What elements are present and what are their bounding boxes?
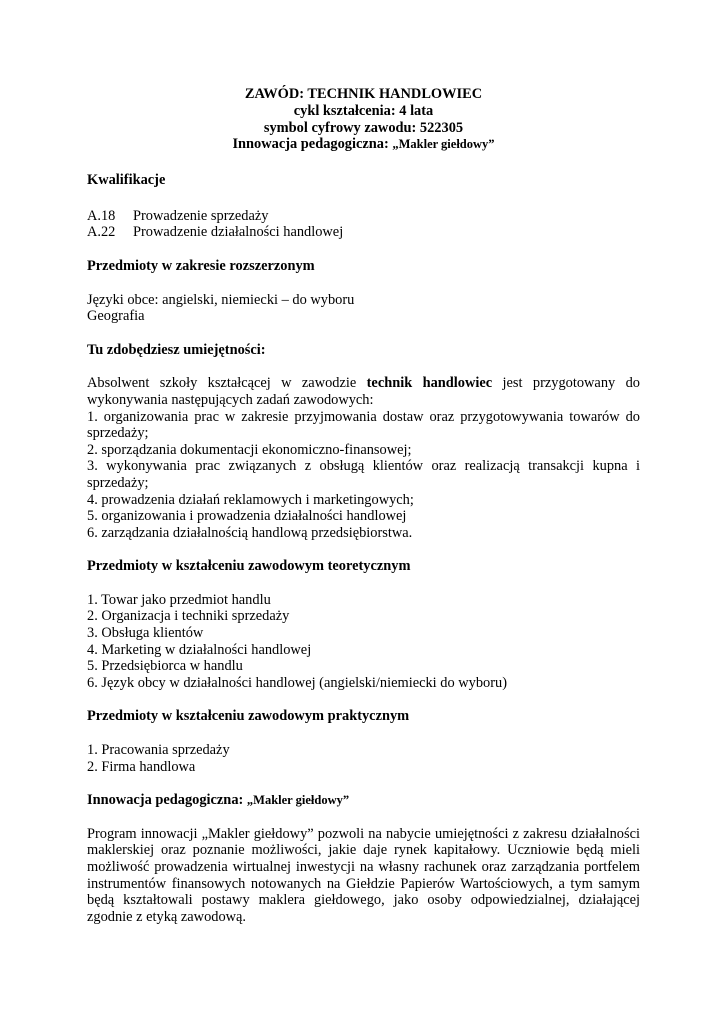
document-page [87, 86, 640, 925]
profession-name-bold: technik handlowiec [366, 375, 493, 392]
skills-heading: Tu zdobędziesz umiejętności: [87, 341, 266, 358]
theoretical-subject-item: 5. Przedsiębiorca w handlu [87, 658, 243, 675]
qualification-code: A.22 [87, 224, 116, 241]
theoretical-subject-item: 3. Obsługa klientów [87, 625, 204, 642]
extended-subjects-list [87, 292, 640, 325]
document-header [87, 86, 640, 153]
qualifications-heading: Kwalifikacje [87, 172, 166, 189]
skill-item: 1. organizowania prac w zakresie przyjmowania dostaw oraz przygotowywania towarów do sprzedaży; [87, 408, 640, 442]
qualification-item [87, 208, 640, 225]
profession-code: symbol cyfrowy zawodu: 522305 [263, 119, 464, 136]
qualifications-list [87, 208, 640, 241]
skill-item: 5. organizowania i prowadzenia działalności handlowej [87, 508, 407, 525]
practical-subjects-list [87, 742, 640, 775]
qualification-code: A.18 [87, 207, 116, 224]
theoretical-subject-item: 2. Organizacja i techniki sprzedaży [87, 608, 290, 625]
skill-item: 4. prowadzenia działań reklamowych i marketingowych; [87, 491, 414, 508]
theoretical-subjects-heading: Przedmioty w kształceniu zawodowym teoretycznym [87, 558, 411, 575]
skill-item: 3. wykonywania prac związanych z obsługą klientów oraz realizacją transakcji kupna i sprzedaży; [87, 458, 640, 491]
qualification-name: Prowadzenie działalności handlowej [133, 224, 344, 241]
theoretical-subjects-list [87, 592, 640, 692]
education-cycle: cykl kształcenia: 4 lata [293, 102, 434, 119]
extended-subjects-heading: Przedmioty w zakresie rozszerzonym [87, 257, 315, 274]
qualification-item [87, 224, 640, 241]
extended-subject-item: Języki obce: angielski, niemiecki – do wyboru [87, 291, 355, 308]
skills-intro [87, 375, 640, 408]
innovation-heading-name: „Makler giełdowy” [246, 793, 350, 808]
skill-item: 2. sporządzania dokumentacji ekonomiczno-finansowej; [87, 441, 412, 458]
innovation-title-name: „Makler giełdowy” [392, 137, 495, 152]
profession-title: ZAWÓD: TECHNIK HANDLOWIEC [244, 86, 483, 102]
skills-intro-rest: jest przygotowany do wykonywania następujących zadań zawodowych: [87, 375, 640, 408]
theoretical-subject-item: 4. Marketing w działalności handlowej [87, 641, 312, 658]
innovation-description: Program innowacji „Makler giełdowy” pozwoli na nabycie umiejętności z zakresu działalności maklerskiej oraz poznanie możliwości, jakie daje rynek kapitałowy. Uczniowie będą mieli możliwość prowadzenia wirtualnej inwestycji na własny rachunek oraz zarządzania portfelem instrumentów finansowych notowanych na Giełdzie Papierów Wartościowych, a tym samym będą kształtowali postawy maklera giełdowego, jako osoby odpowiedzialnej, działającej zgodnie z etyką zawodową. [87, 825, 640, 925]
innovation-heading [87, 792, 640, 809]
practical-subjects-heading: Przedmioty w kształceniu zawodowym praktycznym [87, 708, 410, 725]
innovation-title [87, 136, 640, 153]
qualification-name: Prowadzenie sprzedaży [133, 207, 269, 224]
innovation-heading-prefix: Innowacja pedagogiczna: [87, 792, 247, 809]
skills-intro-text: Absolwent szkoły kształcącej w zawodzie [87, 375, 357, 392]
skills-section [87, 375, 640, 541]
theoretical-subject-item: 1. Towar jako przedmiot handlu [87, 591, 271, 608]
practical-subject-item: 2. Firma handlowa [87, 758, 196, 775]
extended-subject-item: Geografia [87, 308, 145, 325]
practical-subject-item: 1. Pracowania sprzedaży [87, 742, 230, 759]
skill-item: 6. zarządzania działalnością handlową przedsiębiorstwa. [87, 524, 413, 541]
theoretical-subject-item: 6. Język obcy w działalności handlowej (angielski/niemiecki do wyboru) [87, 674, 508, 691]
innovation-title-prefix: Innowacja pedagogiczna: [232, 136, 393, 153]
